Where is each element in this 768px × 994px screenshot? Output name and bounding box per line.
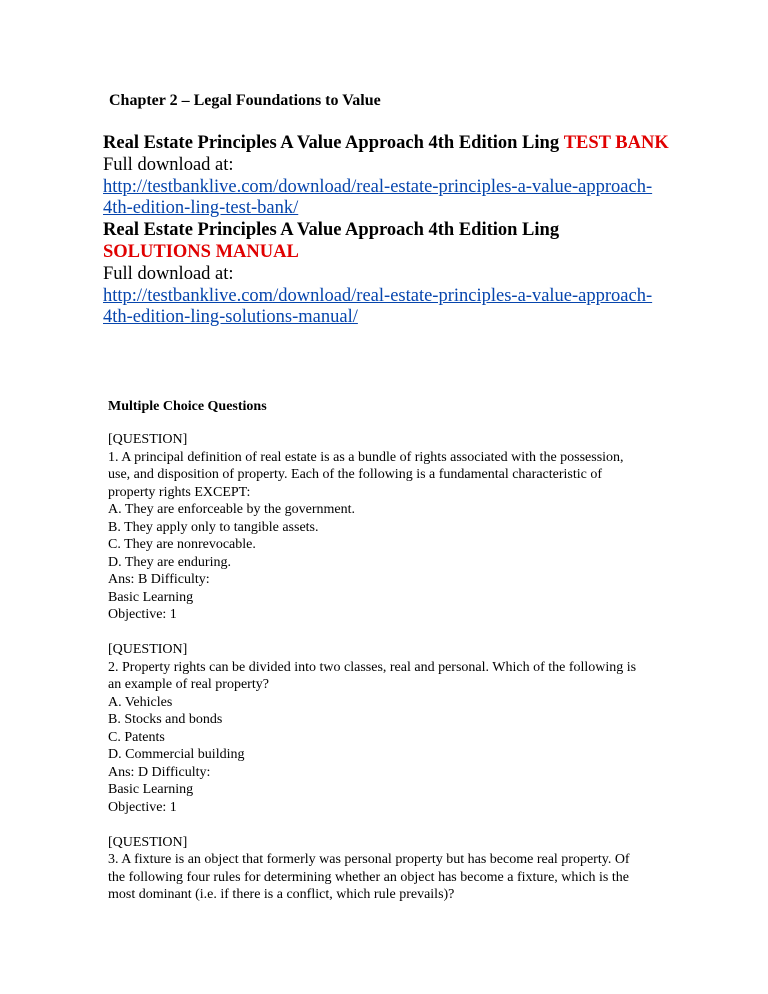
answer-option: B. They apply only to tangible assets. bbox=[108, 519, 319, 535]
solutions-link-line2[interactable]: 4th-edition-ling-solutions-manual/ bbox=[103, 307, 358, 328]
answer-option: D. They are enduring. bbox=[108, 554, 231, 570]
question-marker: [QUESTION] bbox=[108, 432, 188, 447]
difficulty-level: Basic Learning bbox=[108, 589, 194, 605]
solutions-title: Real Estate Principles A Value Approach 4th Edition Ling bbox=[103, 220, 560, 241]
question-list bbox=[108, 431, 688, 921]
objective: Objective: 1 bbox=[108, 607, 177, 622]
question-marker: [QUESTION] bbox=[108, 642, 188, 657]
objective: Objective: 1 bbox=[108, 799, 177, 815]
question-text-line: the following four rules for determining whether an object has become a fixture, which is the bbox=[108, 869, 629, 885]
answer-key: Ans: D Difficulty: bbox=[108, 764, 211, 780]
section-title: Multiple Choice Questions bbox=[108, 399, 267, 414]
difficulty-level: Basic Learning bbox=[108, 782, 194, 797]
question-text-line: property rights EXCEPT: bbox=[108, 484, 251, 500]
chapter-title: Chapter 2 – Legal Foundations to Value bbox=[109, 92, 381, 109]
question-text-line: 3. A fixture is an object that formerly was personal property but has become real property. Of bbox=[108, 852, 630, 867]
question-text-line: an example of real property? bbox=[108, 677, 269, 692]
question-1 bbox=[108, 431, 688, 624]
test-bank-tag: TEST BANK bbox=[563, 133, 669, 153]
solutions-download-label: Full download at: bbox=[103, 263, 234, 284]
solutions-link-line1[interactable]: http://testbanklive.com/download/real-estate-principles-a-value-approach- bbox=[103, 285, 653, 306]
question-text-line: 1. A principal definition of real estate is as a bundle of rights associated with the possession, bbox=[108, 449, 624, 465]
question-text-line: most dominant (i.e. if there is a conflict, which rule prevails)? bbox=[108, 887, 455, 902]
answer-option: B. Stocks and bonds bbox=[108, 712, 223, 727]
download-promo bbox=[103, 133, 703, 329]
question-text-line: 2. Property rights can be divided into two classes, real and personal. Which of the following is bbox=[108, 659, 637, 675]
answer-option: A. They are enforceable by the government. bbox=[108, 502, 355, 517]
test-bank-title: Real Estate Principles A Value Approach 4th Edition Ling bbox=[103, 133, 560, 153]
solutions-tag: SOLUTIONS MANUAL bbox=[103, 241, 299, 262]
answer-key: Ans: B Difficulty: bbox=[108, 572, 210, 587]
answer-option: D. Commercial building bbox=[108, 747, 245, 762]
test-bank-download-label: Full download at: bbox=[103, 154, 234, 175]
test-bank-title-line bbox=[103, 133, 703, 155]
question-3 bbox=[108, 834, 688, 904]
test-bank-link-line1[interactable]: http://testbanklive.com/download/real-estate-principles-a-value-approach- bbox=[103, 176, 653, 197]
question-2 bbox=[108, 641, 688, 816]
answer-option: A. Vehicles bbox=[108, 694, 173, 710]
question-marker: [QUESTION] bbox=[108, 834, 188, 850]
test-bank-link-line2[interactable]: 4th-edition-ling-test-bank/ bbox=[103, 198, 299, 219]
answer-option: C. Patents bbox=[108, 729, 165, 745]
answer-option: C. They are nonrevocable. bbox=[108, 537, 256, 552]
question-text-line: use, and disposition of property. Each of the following is a fundamental characteristic of bbox=[108, 467, 602, 482]
